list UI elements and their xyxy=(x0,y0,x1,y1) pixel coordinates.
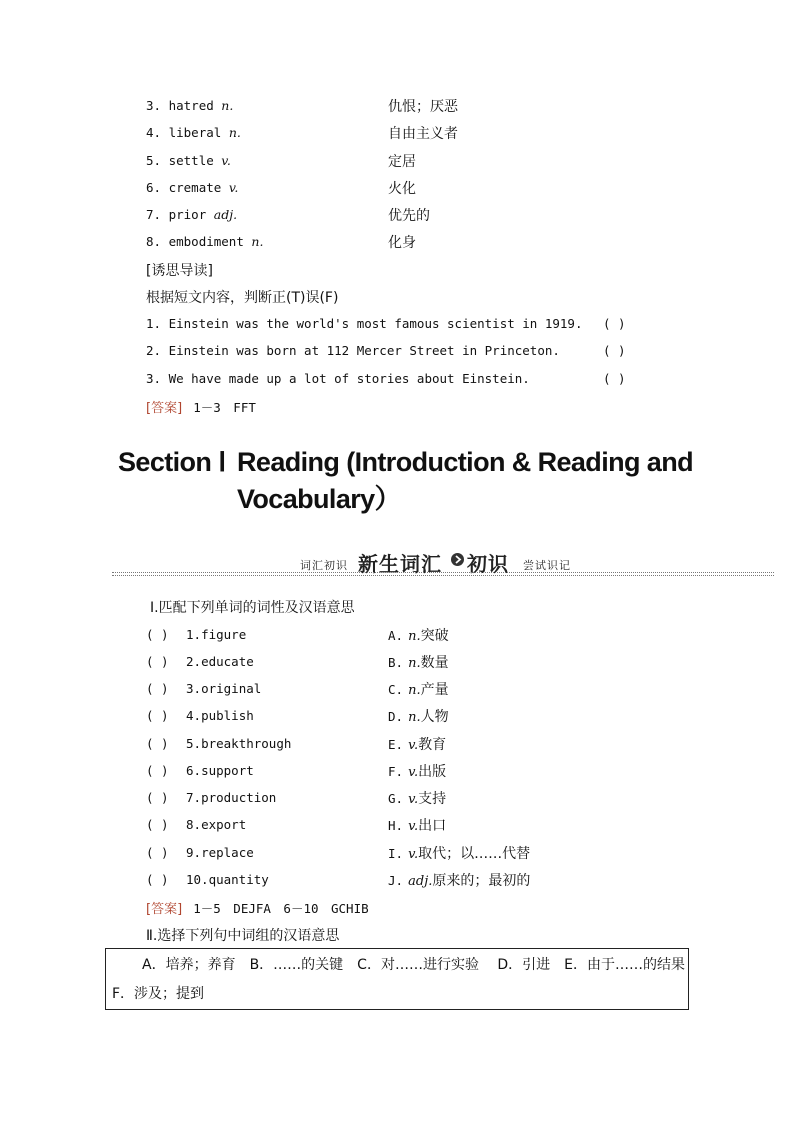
vocab-meaning: 定居 xyxy=(388,154,416,170)
phrase-options-line2: F．涉及；提到 xyxy=(112,986,205,1002)
match-blank[interactable]: ( ) xyxy=(146,681,169,696)
vocab-meaning: 自由主义者 xyxy=(388,126,458,142)
option-meaning: 产量 xyxy=(420,682,449,698)
option-letter: J. xyxy=(388,873,404,888)
vocab-pos: n. xyxy=(221,98,234,113)
match-num: 7. xyxy=(186,790,202,805)
match-item xyxy=(186,790,276,805)
match-blank[interactable]: ( ) xyxy=(146,627,169,642)
answer-text: 1－3 FFT xyxy=(193,400,256,415)
option-letter: A. xyxy=(388,628,404,643)
vocab-num: 4. xyxy=(146,125,162,140)
vocab-pos: n. xyxy=(251,234,264,249)
match-item xyxy=(186,817,246,832)
match-option xyxy=(388,679,449,699)
match-num: 8. xyxy=(186,817,202,832)
match-item xyxy=(186,845,254,860)
part2-heading: Ⅱ.选择下列句中词组的汉语意思 xyxy=(146,928,340,944)
match-word: quantity xyxy=(208,872,269,887)
guide-instruction: 根据短文内容，判断正(T)误(F) xyxy=(146,290,339,306)
option-letter: C. xyxy=(388,682,404,697)
match-blank[interactable]: ( ) xyxy=(146,817,169,832)
match-word: export xyxy=(201,817,247,832)
option-pos: n. xyxy=(408,683,421,698)
option-meaning: 原来的；最初的 xyxy=(432,873,531,889)
match-blank[interactable]: ( ) xyxy=(146,872,169,887)
answer-blank[interactable]: ( ) xyxy=(603,371,626,386)
option-meaning: 突破 xyxy=(420,628,449,644)
match-blank[interactable]: ( ) xyxy=(146,654,169,669)
vocab-word: hatred xyxy=(168,98,214,113)
match-option xyxy=(388,815,446,835)
option-letter: H. xyxy=(388,818,404,833)
vocab-pos: adj. xyxy=(213,207,238,222)
option-letter: F. xyxy=(388,764,404,779)
option-letter: G. xyxy=(388,791,404,806)
match-blank[interactable]: ( ) xyxy=(146,763,169,778)
banner-divider-bottom xyxy=(112,575,774,576)
vocab-pos: n. xyxy=(228,125,241,140)
match-word: original xyxy=(201,681,262,696)
option-letter: D. xyxy=(388,709,404,724)
option-meaning: 出版 xyxy=(418,764,447,780)
vocab-word: cremate xyxy=(168,180,222,195)
guide-statement: 1. Einstein was the world's most famous scientist in 1919. xyxy=(146,316,583,331)
vocab-row xyxy=(146,125,241,140)
match-option xyxy=(388,734,446,754)
option-meaning: 人物 xyxy=(420,709,449,725)
match-option xyxy=(388,652,449,672)
match-item xyxy=(186,708,254,723)
option-pos: n. xyxy=(408,710,421,725)
vocab-row xyxy=(146,98,233,113)
banner-divider-top xyxy=(112,572,774,573)
part1-heading: Ⅰ.匹配下列单词的词性及汉语意思 xyxy=(150,600,355,616)
part1-answer xyxy=(146,898,369,917)
match-option xyxy=(388,788,446,808)
match-num: 10. xyxy=(186,872,209,887)
option-meaning: 取代；以……代替 xyxy=(418,846,531,862)
option-meaning: 数量 xyxy=(420,655,449,671)
match-blank[interactable]: ( ) xyxy=(146,708,169,723)
phrase-options-box xyxy=(105,948,689,1010)
match-word: publish xyxy=(201,708,254,723)
option-meaning: 出口 xyxy=(418,818,447,834)
vocab-num: 7. xyxy=(146,207,162,222)
match-word: breakthrough xyxy=(201,736,292,751)
vocab-row xyxy=(146,207,237,222)
match-option xyxy=(388,625,449,645)
answer-tag: [答案] xyxy=(146,401,183,416)
vocab-num: 8. xyxy=(146,234,162,249)
vocab-meaning: 化身 xyxy=(388,235,416,251)
vocab-row xyxy=(146,153,231,168)
match-num: 5. xyxy=(186,736,202,751)
match-num: 3. xyxy=(186,681,202,696)
vocab-meaning: 火化 xyxy=(388,181,416,197)
guide-statement: 2. Einstein was born at 112 Mercer Street in Princeton. xyxy=(146,343,560,358)
banner-main-a: 新生词汇 xyxy=(358,552,442,576)
match-blank[interactable]: ( ) xyxy=(146,845,169,860)
match-item xyxy=(186,763,254,778)
option-pos: v. xyxy=(408,847,419,862)
match-num: 9. xyxy=(186,845,202,860)
vocab-num: 3. xyxy=(146,98,162,113)
option-pos: n. xyxy=(408,656,421,671)
vocab-row xyxy=(146,180,238,195)
match-word: replace xyxy=(201,845,254,860)
section-title-line2: Vocabulary） xyxy=(237,484,401,514)
option-pos: v. xyxy=(408,792,419,807)
match-item xyxy=(186,627,246,642)
match-num: 1. xyxy=(186,627,202,642)
vocab-num: 5. xyxy=(146,153,162,168)
arrow-circle-icon xyxy=(451,553,464,566)
answer-blank[interactable]: ( ) xyxy=(603,343,626,358)
banner-main-b: 初识 xyxy=(467,552,509,576)
vocab-word: settle xyxy=(168,153,214,168)
section-title-line1: Reading (Introduction & Reading and xyxy=(237,447,693,477)
guide-answer xyxy=(146,397,256,416)
match-option xyxy=(388,843,530,863)
vocab-num: 6. xyxy=(146,180,162,195)
vocab-row xyxy=(146,234,263,249)
match-word: production xyxy=(201,790,277,805)
match-item xyxy=(186,872,269,887)
vocab-word: liberal xyxy=(168,125,222,140)
match-word: educate xyxy=(201,654,254,669)
match-blank[interactable]: ( ) xyxy=(146,736,169,751)
answer-blank[interactable]: ( ) xyxy=(603,316,626,331)
option-pos: adj. xyxy=(408,874,433,889)
option-meaning: 教育 xyxy=(418,737,447,753)
match-num: 2. xyxy=(186,654,202,669)
option-letter: E. xyxy=(388,737,404,752)
vocab-word: prior xyxy=(168,207,207,222)
match-option xyxy=(388,761,446,781)
answer-text: 1－5 DEJFA 6－10 GCHIB xyxy=(193,901,369,916)
match-word: figure xyxy=(201,627,247,642)
option-letter: B. xyxy=(388,655,404,670)
option-pos: v. xyxy=(408,819,419,834)
option-pos: v. xyxy=(408,765,419,780)
phrase-options-line1: A．培养；养育 B．……的关键 C．对……进行实验 D．引进 E．由于……的结果 xyxy=(142,957,686,973)
match-item xyxy=(186,654,254,669)
match-num: 6. xyxy=(186,763,202,778)
vocab-word: embodiment xyxy=(168,234,244,249)
match-num: 4. xyxy=(186,708,202,723)
match-item xyxy=(186,736,291,751)
option-letter: I. xyxy=(388,846,404,861)
guide-heading: [诱思导读] xyxy=(146,263,213,279)
vocab-meaning: 仇恨；厌恶 xyxy=(388,99,458,115)
guide-statement: 3. We have made up a lot of stories about Einstein. xyxy=(146,371,530,386)
match-option xyxy=(388,706,449,726)
vocab-meaning: 优先的 xyxy=(388,208,430,224)
banner-left-text: 词汇初识 xyxy=(300,559,348,572)
match-option xyxy=(388,870,530,890)
option-meaning: 支持 xyxy=(418,791,447,807)
match-blank[interactable]: ( ) xyxy=(146,790,169,805)
option-pos: n. xyxy=(408,629,421,644)
option-pos: v. xyxy=(408,738,419,753)
vocab-pos: v. xyxy=(221,153,231,168)
match-word: support xyxy=(201,763,254,778)
answer-tag: [答案] xyxy=(146,902,183,917)
match-item xyxy=(186,681,261,696)
section-label: Section Ⅰ xyxy=(118,447,226,477)
banner-right-text: 尝试识记 xyxy=(523,559,571,572)
vocab-pos: v. xyxy=(228,180,239,195)
